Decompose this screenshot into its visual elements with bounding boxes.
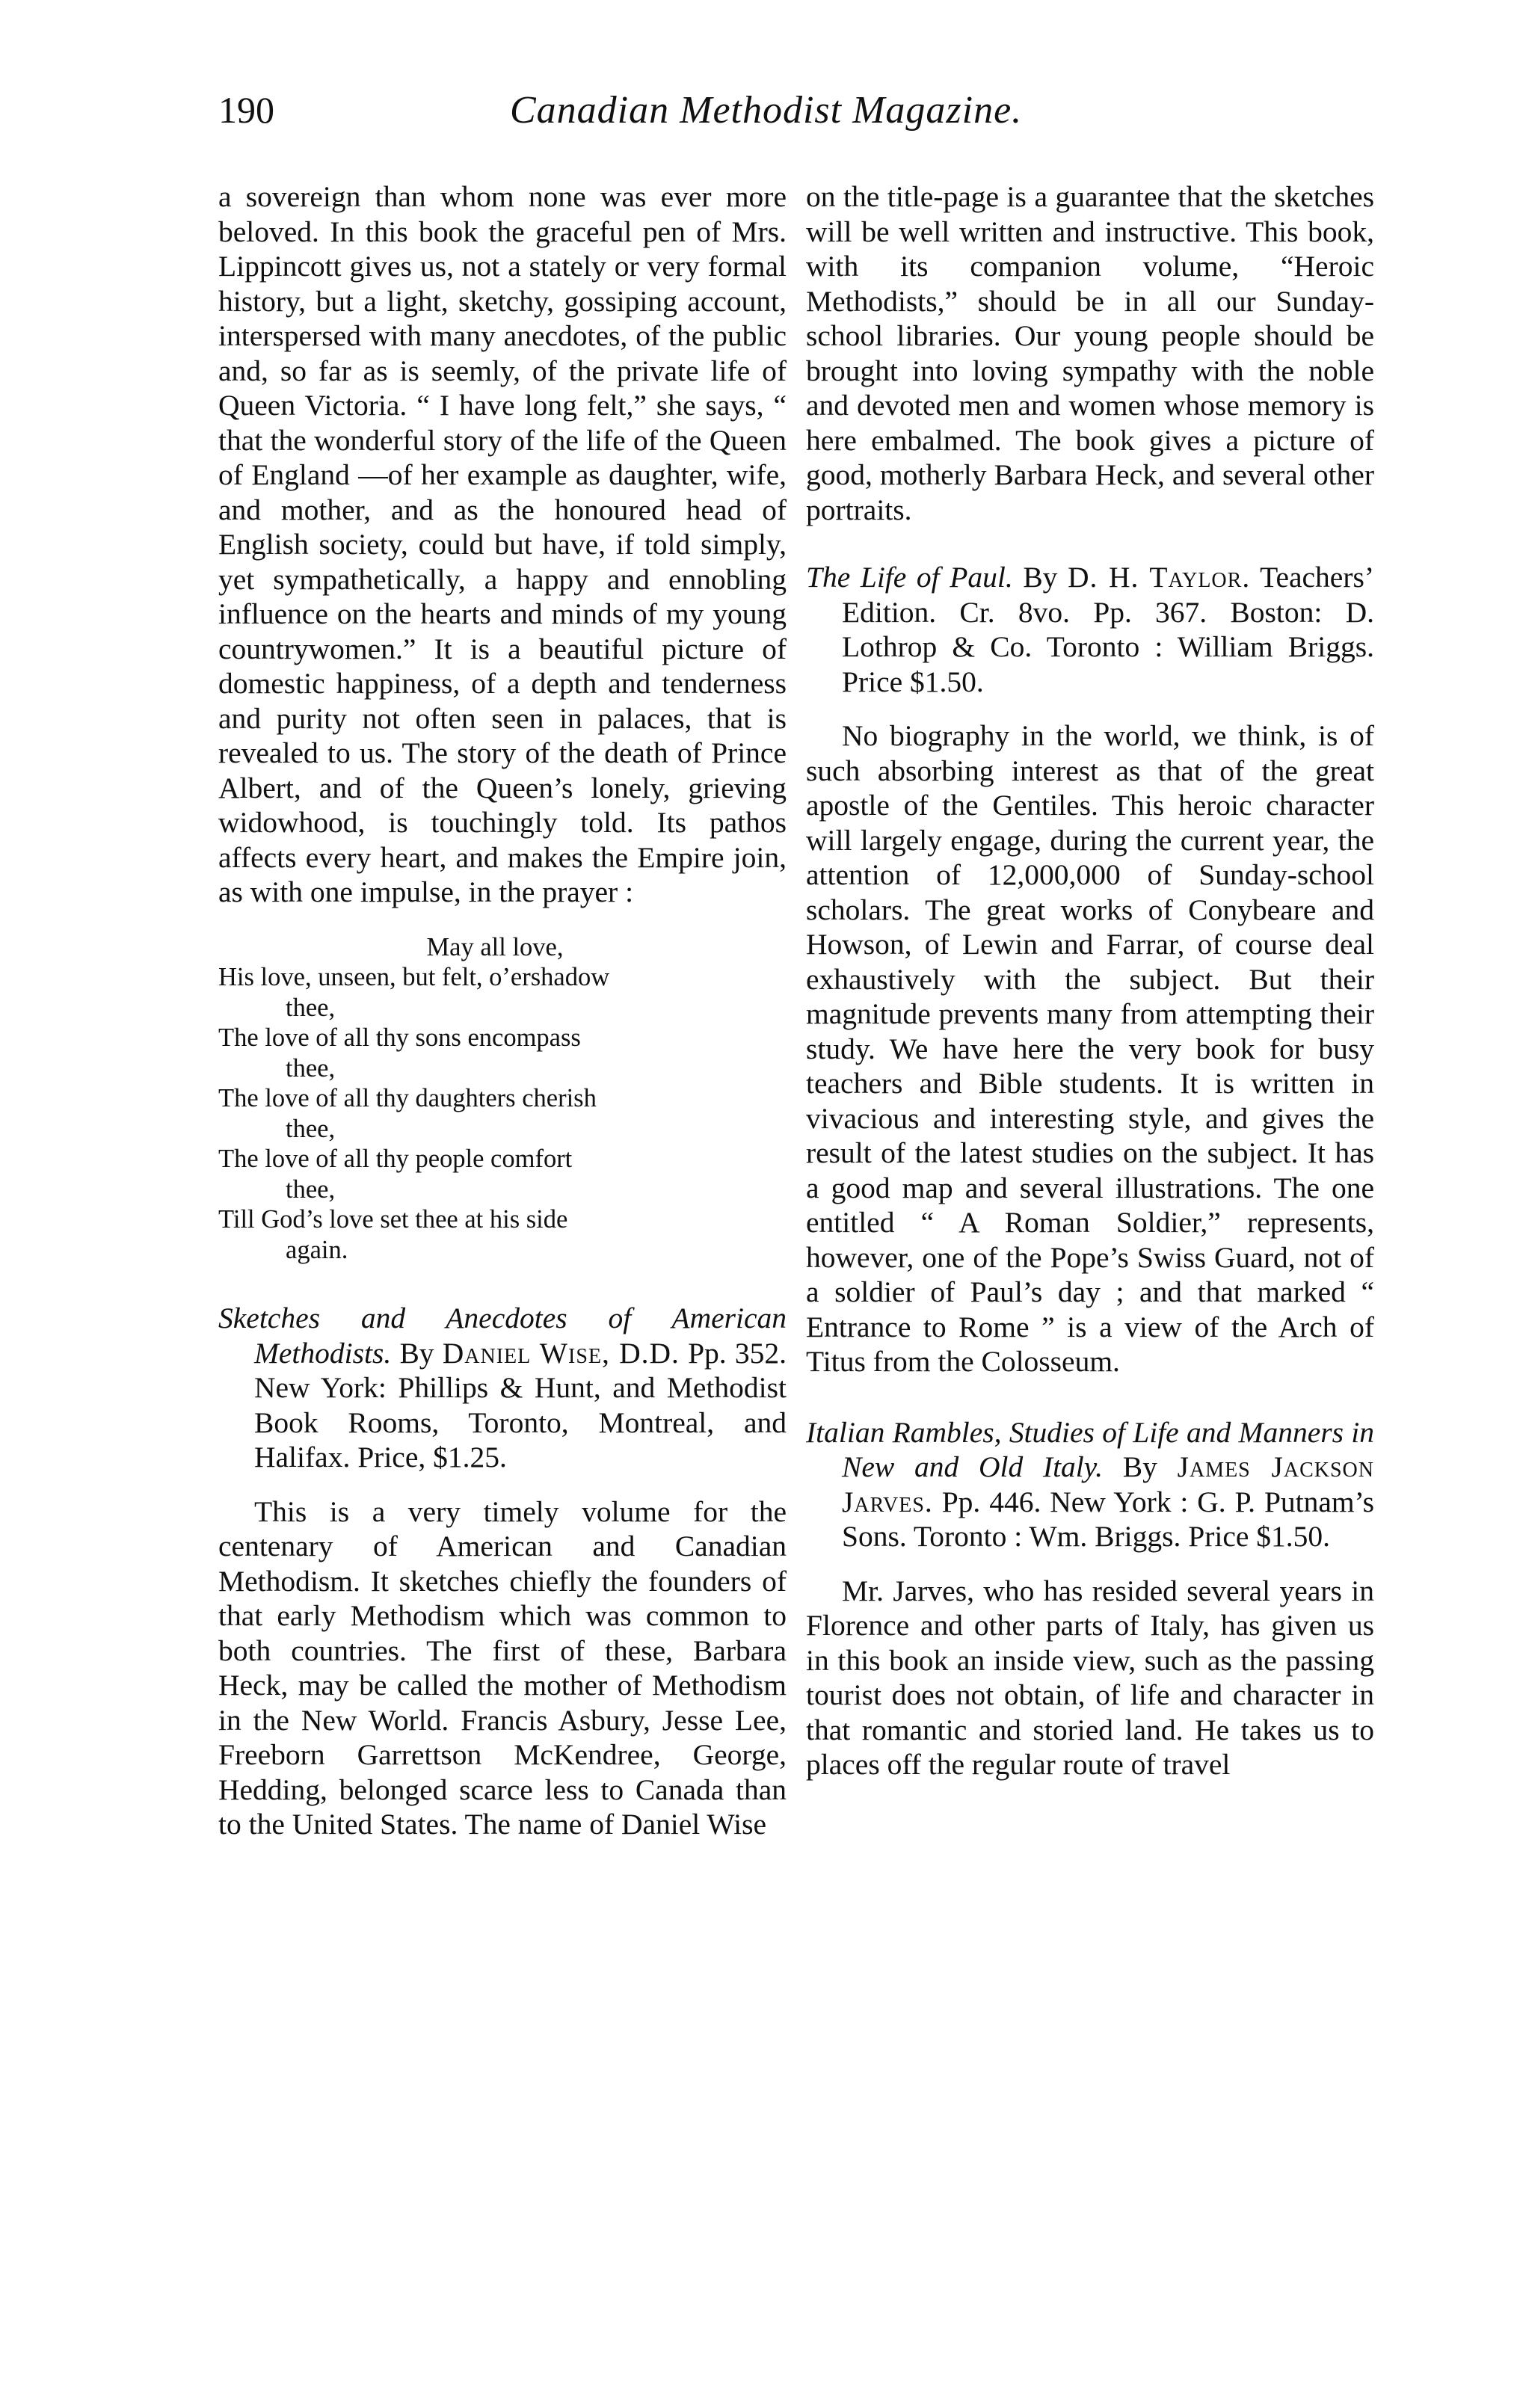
book-entry-life-of-paul [806,560,1374,699]
poem-line: thee, [286,1053,336,1083]
left-column [218,179,787,1842]
running-title: Canadian Methodist Magazine. [510,89,1023,132]
by-word: By [1122,1450,1157,1483]
book-author: James Jackson Jarves. [842,1450,1374,1518]
continued-paragraph: a sovereign than whom none was ever more beloved. In this book the graceful pen of Mrs. Lippincott gives us, not a stately or very formal history, but a light, sketchy, gossiping account, interspersed with many anecdotes, of the public and, so far as is seemly, of the private life of Queen Victoria. “ I have long felt,” she says, “ that the wonderful story of the life of the Queen of England —of her example as daughter, wife, and mother, and as the honoured head of English society, could but have, if told simply, yet sympathetically, a happy and ennobling influence on the hearts and minds of my young countrywomen.” It is a beautiful picture of domestic happiness, of a depth and tenderness and purity not often seen in palaces, that is revealed to us. The story of the death of Prince Albert, and of the Queen’s lonely, grieving widowhood, is touchingly told. Its pathos affects every heart, and makes the Empire join, as with one impulse, in the prayer : [218,180,787,908]
poem-line: The love of all thy daughters cherish [218,1084,597,1112]
by-word: By [399,1336,434,1370]
book-author: Daniel Wise, D.D. [442,1336,680,1370]
book-details: Pp. 352. New York: Phillips & Hunt, and Methodist Book Rooms, Toronto, Montreal, and Halifax. Price, $1.25. [254,1336,787,1474]
book-title: Sketches and Anecdotes of American Methodists. [218,1302,787,1370]
review-paragraph: Mr. Jarves, who has resided several years in Florence and other parts of Italy, has given us in this book an inside view, such as the passing tourist does not obtain, of life and character in that romantic and storied land. He takes us to places off the regular route of travel [806,1574,1374,1781]
review-paragraph: No biography in the world, we think, is of such absorbing interest as that of the great apostle of the Gentiles. This heroic character will largely engage, during the current year, the attention of 12,000,000 of Sunday-school scholars. The great works of Conybeare and Howson, of Lewin and Farrar, of course deal exhaustively with the subject. But their magnitude prevents many from attempting their study. We have here the very book for busy teachers and Bible students. It is written in vivacious and interesting style, and gives the result of the latest studies on the subject. It has a good map and several illustrations. The one entitled “ A Roman Soldier,” represents, however, one of the Pope’s Swiss Guard, not of a soldier of Paul’s day ; and that marked “ Entrance to Rome ” is a view of the Arch of Titus from the Colosseum. [806,719,1374,1378]
by-word: By [1023,561,1058,594]
book-details: Teachers’ Edition. Cr. 8vo. Pp. 367. Boston: D. Lothrop & Co. Toronto : William Briggs. Price $1.50. [842,561,1375,698]
poem-line: The love of all thy people comfort [218,1145,573,1173]
book-details: Pp. 446. New York : G. P. Putnam’s Sons. Toronto : Wm. Briggs. Price $1.50. [842,1485,1374,1553]
book-title: Italian Rambles, Studies of Life and Manners in New and Old Italy. [806,1415,1374,1483]
right-column [806,179,1374,1782]
prayer-poem [218,932,787,1266]
book-entry-sketches [218,1301,787,1475]
continued-paragraph: on the title-page is a guarantee that the sketches will be well written and instructive. This book, with its companion volume, “Heroic Methodists,” should be in all our Sunday-school libraries. Our young people should be brought into loving sympathy with the noble and devoted men and women whose memory is here embalmed. The book gives a picture of good, motherly Barbara Heck, and several other portraits. [806,180,1374,526]
page-number: 190 [218,89,274,131]
book-author: D. H. Taylor. [1068,561,1251,594]
poem-line: thee, [286,993,336,1022]
poem-line: thee, [286,1114,336,1143]
review-paragraph: This is a very timely volume for the centenary of American and Canadian Methodism. It sketches chiefly the founders of that early Methodism which was common to both countries. The first of these, Barbara Heck, may be called the mother of Methodism in the New World. Francis Asbury, Jesse Lee, Freeborn Garrettson McKendree, George, Hedding, belonged scarce less to Canada than to the United States. The name of Daniel Wise [218,1494,787,1841]
poem-line: May all love, [426,932,564,961]
page-header [218,88,1370,148]
book-entry-italian-rambles [806,1415,1374,1554]
poem-line: Till God’s love set thee at his side [218,1205,568,1234]
poem-line: thee, [286,1174,336,1204]
poem-line: The love of all thy sons encompass [218,1023,581,1052]
book-title: The Life of Paul. [806,561,1013,594]
poem-line: His love, unseen, but felt, o’ershadow [218,963,610,991]
poem-line: again. [286,1235,348,1264]
